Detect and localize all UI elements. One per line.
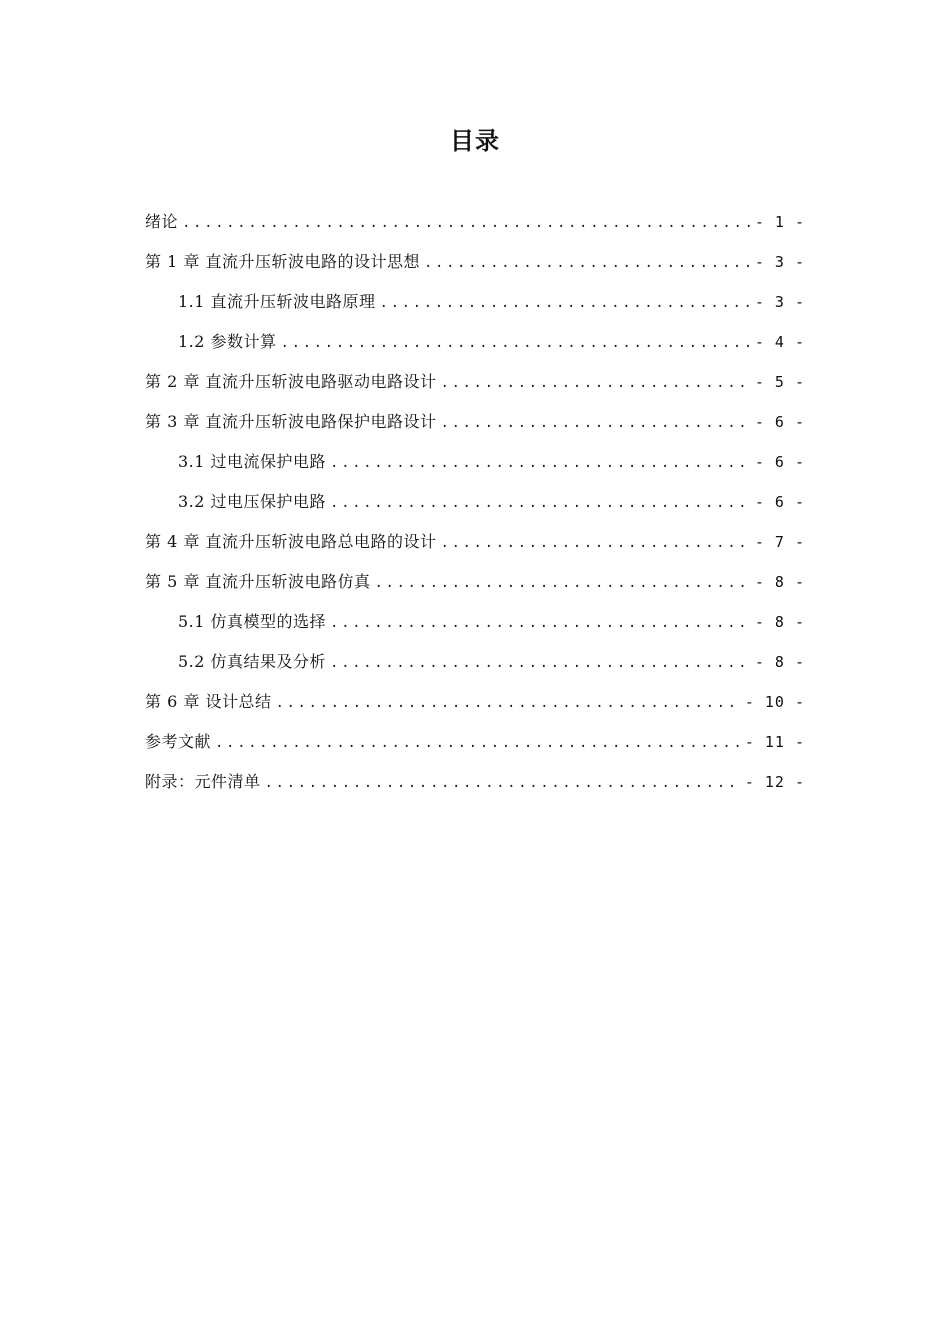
toc-entry-appendix[interactable] xyxy=(145,764,805,804)
toc-dot-leader xyxy=(440,405,750,441)
toc-dot-leader xyxy=(265,765,741,801)
toc-page-number: - 8 - xyxy=(754,653,805,671)
toc-page-number: - 6 - xyxy=(754,493,805,511)
toc-dot-leader xyxy=(330,645,751,681)
toc-page-number: - 5 - xyxy=(754,373,805,391)
toc-dot-leader xyxy=(215,725,741,761)
toc-dot-leader xyxy=(424,245,751,281)
toc-dot-leader xyxy=(275,685,740,721)
toc-page-number: - 3 - xyxy=(754,293,805,311)
toc-entry-label: 第 2 章 直流升压斩波电路驱动电路设计 xyxy=(145,372,437,391)
toc-entry-introduction[interactable] xyxy=(145,204,805,244)
toc-page-number: - 11 - xyxy=(744,733,805,751)
toc-entry-label: 5.1 仿真模型的选择 xyxy=(178,612,327,631)
toc-page-number: - 8 - xyxy=(754,613,805,631)
page-title: 目录 xyxy=(450,127,500,156)
toc-entry-label: 第 4 章 直流升压斩波电路总电路的设计 xyxy=(145,532,437,551)
toc-dot-leader xyxy=(281,325,751,361)
toc-entry-label: 3.2 过电压保护电路 xyxy=(178,492,327,511)
toc-page-number: - 4 - xyxy=(754,333,805,351)
toc-entry-references[interactable] xyxy=(145,724,805,764)
toc-entry-label: 3.1 过电流保护电路 xyxy=(178,452,327,471)
toc-entry-section-5-2[interactable] xyxy=(145,644,805,684)
toc-entry-label: 附录：元件清单 xyxy=(145,772,261,791)
toc-entry-label: 第 5 章 直流升压斩波电路仿真 xyxy=(145,572,371,591)
toc-entry-label: 第 3 章 直流升压斩波电路保护电路设计 xyxy=(145,412,437,431)
toc-dot-leader xyxy=(330,445,751,481)
toc-entry-chapter-2[interactable] xyxy=(145,364,805,404)
table-of-contents xyxy=(145,204,805,804)
toc-entry-label: 第 6 章 设计总结 xyxy=(145,692,272,711)
toc-entry-chapter-1[interactable] xyxy=(145,244,805,284)
toc-page-number: - 3 - xyxy=(754,253,805,271)
toc-dot-leader xyxy=(380,285,751,321)
toc-dot-leader xyxy=(330,485,751,521)
toc-page-number: - 12 - xyxy=(744,773,805,791)
toc-dot-leader xyxy=(182,205,751,241)
toc-entry-section-3-1[interactable] xyxy=(145,444,805,484)
toc-entry-section-5-1[interactable] xyxy=(145,604,805,644)
toc-entry-label: 1.1 直流升压斩波电路原理 xyxy=(178,292,376,311)
toc-entry-label: 1.2 参数计算 xyxy=(178,332,277,351)
toc-entry-chapter-4[interactable] xyxy=(145,524,805,564)
toc-dot-leader xyxy=(330,605,751,641)
toc-page-number: - 1 - xyxy=(754,213,805,231)
toc-entry-label: 5.2 仿真结果及分析 xyxy=(178,652,327,671)
toc-dot-leader xyxy=(440,525,750,561)
toc-page-number: - 7 - xyxy=(754,533,805,551)
toc-entry-label: 第 1 章 直流升压斩波电路的设计思想 xyxy=(145,252,420,271)
toc-dot-leader xyxy=(440,365,750,401)
toc-page-number: - 6 - xyxy=(754,453,805,471)
toc-entry-label: 参考文献 xyxy=(145,732,212,751)
toc-entry-section-1-2[interactable] xyxy=(145,324,805,364)
toc-entry-chapter-6[interactable] xyxy=(145,684,805,724)
toc-page-number: - 6 - xyxy=(754,413,805,431)
toc-entry-chapter-5[interactable] xyxy=(145,564,805,604)
toc-dot-leader xyxy=(374,565,750,601)
toc-entry-label: 绪论 xyxy=(145,212,179,231)
toc-page-number: - 10 - xyxy=(744,693,805,711)
toc-entry-chapter-3[interactable] xyxy=(145,404,805,444)
toc-entry-section-1-1[interactable] xyxy=(145,284,805,324)
toc-entry-section-3-2[interactable] xyxy=(145,484,805,524)
toc-page-number: - 8 - xyxy=(754,573,805,591)
